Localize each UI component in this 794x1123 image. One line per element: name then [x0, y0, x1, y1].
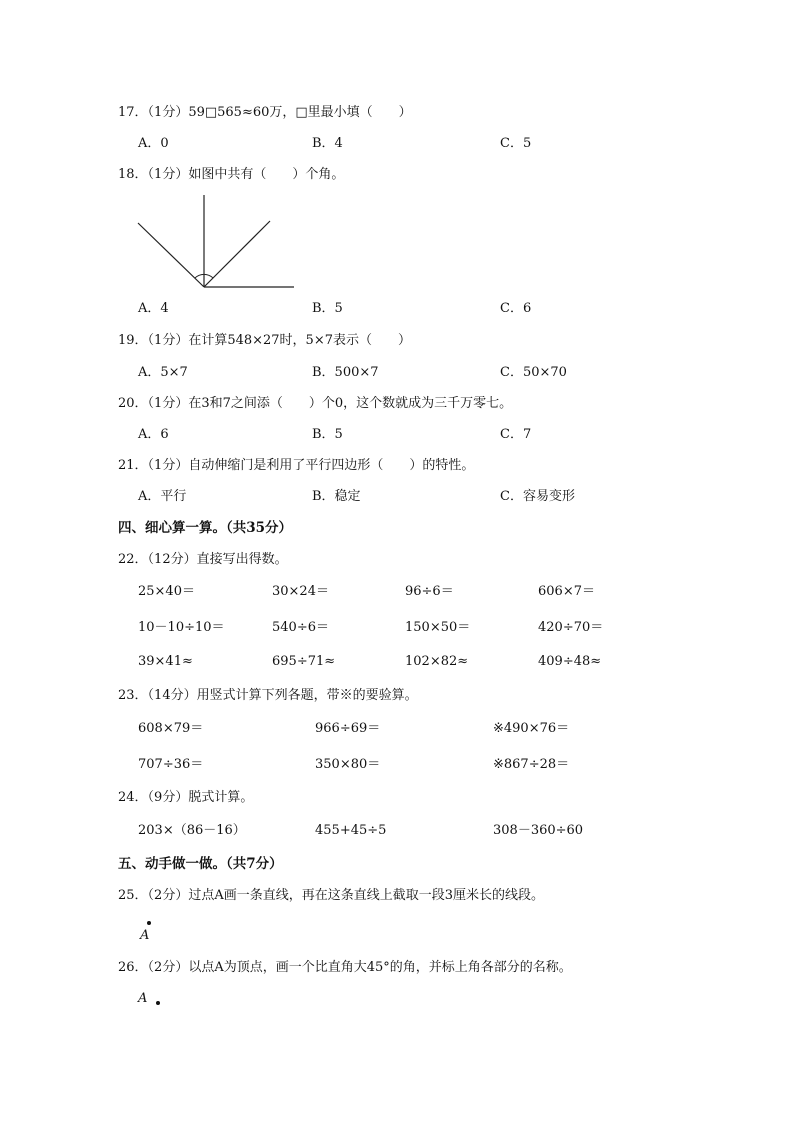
q22-item: 102×82≈ [405, 654, 469, 669]
section-5-heading: 五、动手做一做。（共7分） [118, 856, 283, 872]
q18-option-b: B．5 [312, 301, 343, 316]
q22-item: 420÷70＝ [538, 620, 604, 635]
q25-stem: 25．（2分）过点A画一条直线，再在这条直线上截取一段3厘米长的线段。 [118, 888, 544, 903]
q18-option-c: C．6 [500, 301, 532, 316]
q18-stem: 18．（1分）如图中共有（ ）个角。 [118, 167, 345, 182]
q19-option-a: A．5×7 [138, 365, 188, 380]
q17-option-c: C．5 [500, 136, 532, 151]
q21-stem: 21．（1分）自动伸缩门是利用了平行四边形（ ）的特性。 [118, 458, 475, 473]
q17-option-a: A．0 [138, 136, 169, 151]
q26-stem: 26．（2分）以点A为顶点，画一个比直角大45°的角，并标上角各部分的名称。 [118, 960, 572, 975]
q24-stem: 24．（9分）脱式计算。 [118, 790, 254, 805]
q22-item: 150×50＝ [405, 620, 471, 635]
q17-option-b: B．4 [312, 136, 343, 151]
q22-item: 96÷6＝ [405, 584, 454, 599]
q20-stem: 20．（1分）在3和7之间添（ ）个0，这个数就成为三千万零七。 [118, 396, 513, 411]
point-a-dot [147, 921, 151, 925]
q21-option-a: A．平行 [138, 489, 187, 504]
q22-stem: 22．（12分）直接写出得数。 [118, 552, 288, 567]
q23-item: 966÷69＝ [315, 721, 381, 736]
q22-item: 30×24＝ [272, 584, 329, 599]
q23-item: ※490×76＝ [493, 721, 570, 736]
point-a-label: A [140, 928, 150, 943]
q22-item: 540÷6＝ [272, 620, 329, 635]
q23-item: 707÷36＝ [138, 757, 204, 772]
q22-item: 606×7＝ [538, 584, 595, 599]
q23-item: 608×79＝ [138, 721, 204, 736]
q22-item: 695÷71≈ [272, 654, 336, 669]
q20-option-b: B．5 [312, 427, 343, 442]
angle-figure [136, 193, 296, 291]
q20-option-a: A．6 [138, 427, 169, 442]
q22-item: 409÷48≈ [538, 654, 602, 669]
q22-item: 25×40＝ [138, 584, 195, 599]
q19-option-b: B．500×7 [312, 365, 379, 380]
point-a-label: A [138, 991, 148, 1006]
q22-item: 39×41≈ [138, 654, 193, 669]
q18-option-a: A．4 [138, 301, 169, 316]
q22-item: 10－10÷10＝ [138, 620, 225, 635]
q19-option-c: C．50×70 [500, 365, 567, 380]
q23-item: ※867÷28＝ [493, 757, 570, 772]
q21-option-c: C．容易变形 [500, 489, 575, 504]
section-4-heading: 四、细心算一算。（共35分） [118, 520, 293, 536]
q24-item: 308－360÷60 [493, 823, 584, 838]
q20-option-c: C．7 [500, 427, 532, 442]
q19-stem: 19．（1分）在计算548×27时，5×7表示（ ） [118, 333, 411, 348]
q17-stem: 17．（1分）59□565≈60万，□里最小填（ ） [118, 105, 412, 120]
q23-item: 350×80＝ [315, 757, 381, 772]
q21-option-b: B．稳定 [312, 489, 361, 504]
q23-stem: 23．（14分）用竖式计算下列各题，带※的要验算。 [118, 688, 418, 703]
point-a-dot [156, 1001, 160, 1005]
q24-item: 203×（86－16） [138, 823, 246, 838]
q24-item: 455+45÷5 [315, 823, 387, 838]
